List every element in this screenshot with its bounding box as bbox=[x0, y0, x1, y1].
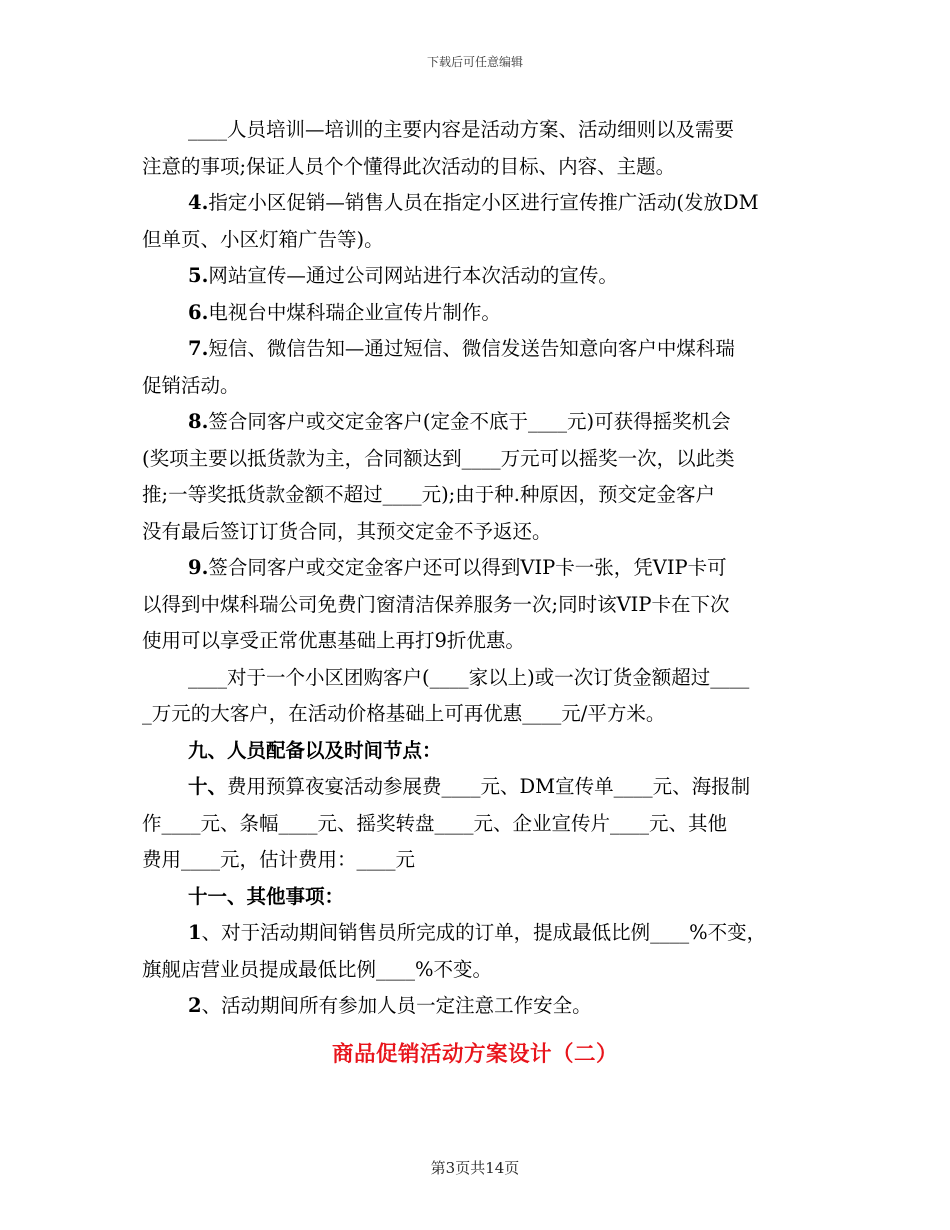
document-body bbox=[142, 112, 812, 1025]
page-footer: 第3页共14页 bbox=[430, 1159, 520, 1177]
training-line-2: 注意的事项;保证人员个个懂得此次活动的目标、内容、主题。 bbox=[142, 154, 676, 178]
item-4-line-1 bbox=[142, 185, 812, 222]
group-line-2: _万元的大客户，在活动价格基础上可再优惠____元/平方米。 bbox=[142, 702, 666, 725]
item-7-line-1 bbox=[142, 331, 812, 368]
section-10-line-1 bbox=[142, 769, 812, 806]
item-5-line-1 bbox=[142, 258, 812, 295]
item-7-number: 7. bbox=[188, 337, 209, 360]
section-9-heading: 九、人员配备以及时间节点： bbox=[188, 738, 442, 762]
item-4-text: 指定小区促销—销售人员在指定小区进行宣传推广活动(发放DM bbox=[208, 191, 759, 214]
other-1-number: 1 bbox=[188, 921, 202, 944]
item-5-text: 网站宣传—通过公司网站进行本次活动的宣传。 bbox=[208, 264, 618, 287]
page-header: 下载后可任意编辑 bbox=[426, 55, 523, 69]
item-4-number: 4. bbox=[188, 191, 209, 214]
other-1-text: 、对于活动期间销售员所完成的订单，提成最低比例____%不变， bbox=[201, 921, 767, 944]
item-8-number: 8. bbox=[188, 410, 209, 433]
section-10-heading: 十、 bbox=[188, 775, 228, 798]
item-7-line-2: 促销活动。 bbox=[142, 373, 240, 397]
section-10-text: 费用预算夜宴活动参展费____元、DM宣传单____元、海报制 bbox=[227, 775, 751, 798]
other-2-number: 2 bbox=[188, 994, 202, 1017]
section-11-heading: 十一、其他事项： bbox=[188, 884, 345, 908]
other-2-text: 、活动期间所有参加人员一定注意工作安全。 bbox=[201, 994, 592, 1017]
item-7-text: 短信、微信告知—通过短信、微信发送告知意向客户中煤科瑞 bbox=[208, 337, 735, 360]
group-line-1: ____对于一个小区团购客户(____家以上)或一次订货金额超过____ bbox=[188, 665, 750, 689]
item-6-line-1 bbox=[142, 295, 812, 332]
section-title: 商品促销活动方案设计（二） bbox=[331, 1042, 618, 1067]
item-6-number: 6. bbox=[188, 300, 209, 324]
section-10-line-3: 费用____元，估计费用：____元 bbox=[142, 848, 416, 871]
other-1-line-1 bbox=[142, 915, 812, 952]
other-2-line-1 bbox=[142, 988, 812, 1025]
section-10-line-2: 作____元、条幅____元、摇奖转盘____元、企业宣传片____元、其他 bbox=[142, 811, 728, 835]
item-6-text: 电视台中煤科瑞企业宣传片制作。 bbox=[208, 300, 501, 324]
item-9-line-3: 使用可以享受正常优惠基础上再打9折优惠。 bbox=[142, 629, 525, 652]
item-8-line-1 bbox=[142, 404, 812, 441]
item-9-number: 9. bbox=[188, 556, 209, 579]
item-9-line-1 bbox=[142, 550, 812, 587]
item-8-line-2: (奖项主要以抵货款为主，合同额达到____万元可以摇奖一次，以此类 bbox=[142, 446, 735, 470]
training-line-1: ____人员培训—培训的主要内容是活动方案、活动细则以及需要 bbox=[188, 118, 735, 141]
item-9-line-2: 以得到中煤科瑞公司免费门窗清洁保养服务一次;同时该VIP卡在下次 bbox=[142, 592, 730, 616]
other-1-line-2: 旗舰店营业员提成最低比例____%不变。 bbox=[142, 957, 493, 981]
item-8-line-3: 推;一等奖抵货款金额不超过____元);由于种.种原因，预交定金客户 bbox=[142, 483, 715, 506]
item-5-number: 5. bbox=[188, 264, 209, 287]
item-9-text: 签合同客户或交定金客户还可以得到VIP卡一张，凭VIP卡可 bbox=[208, 556, 727, 579]
item-8-text: 签合同客户或交定金客户(定金不底于____元)可获得摇奖机会 bbox=[208, 410, 731, 433]
item-8-line-4: 没有最后签订订货合同，其预交定金不予返还。 bbox=[142, 519, 552, 543]
item-4-line-2: 但单页、小区灯箱广告等)。 bbox=[142, 227, 384, 251]
